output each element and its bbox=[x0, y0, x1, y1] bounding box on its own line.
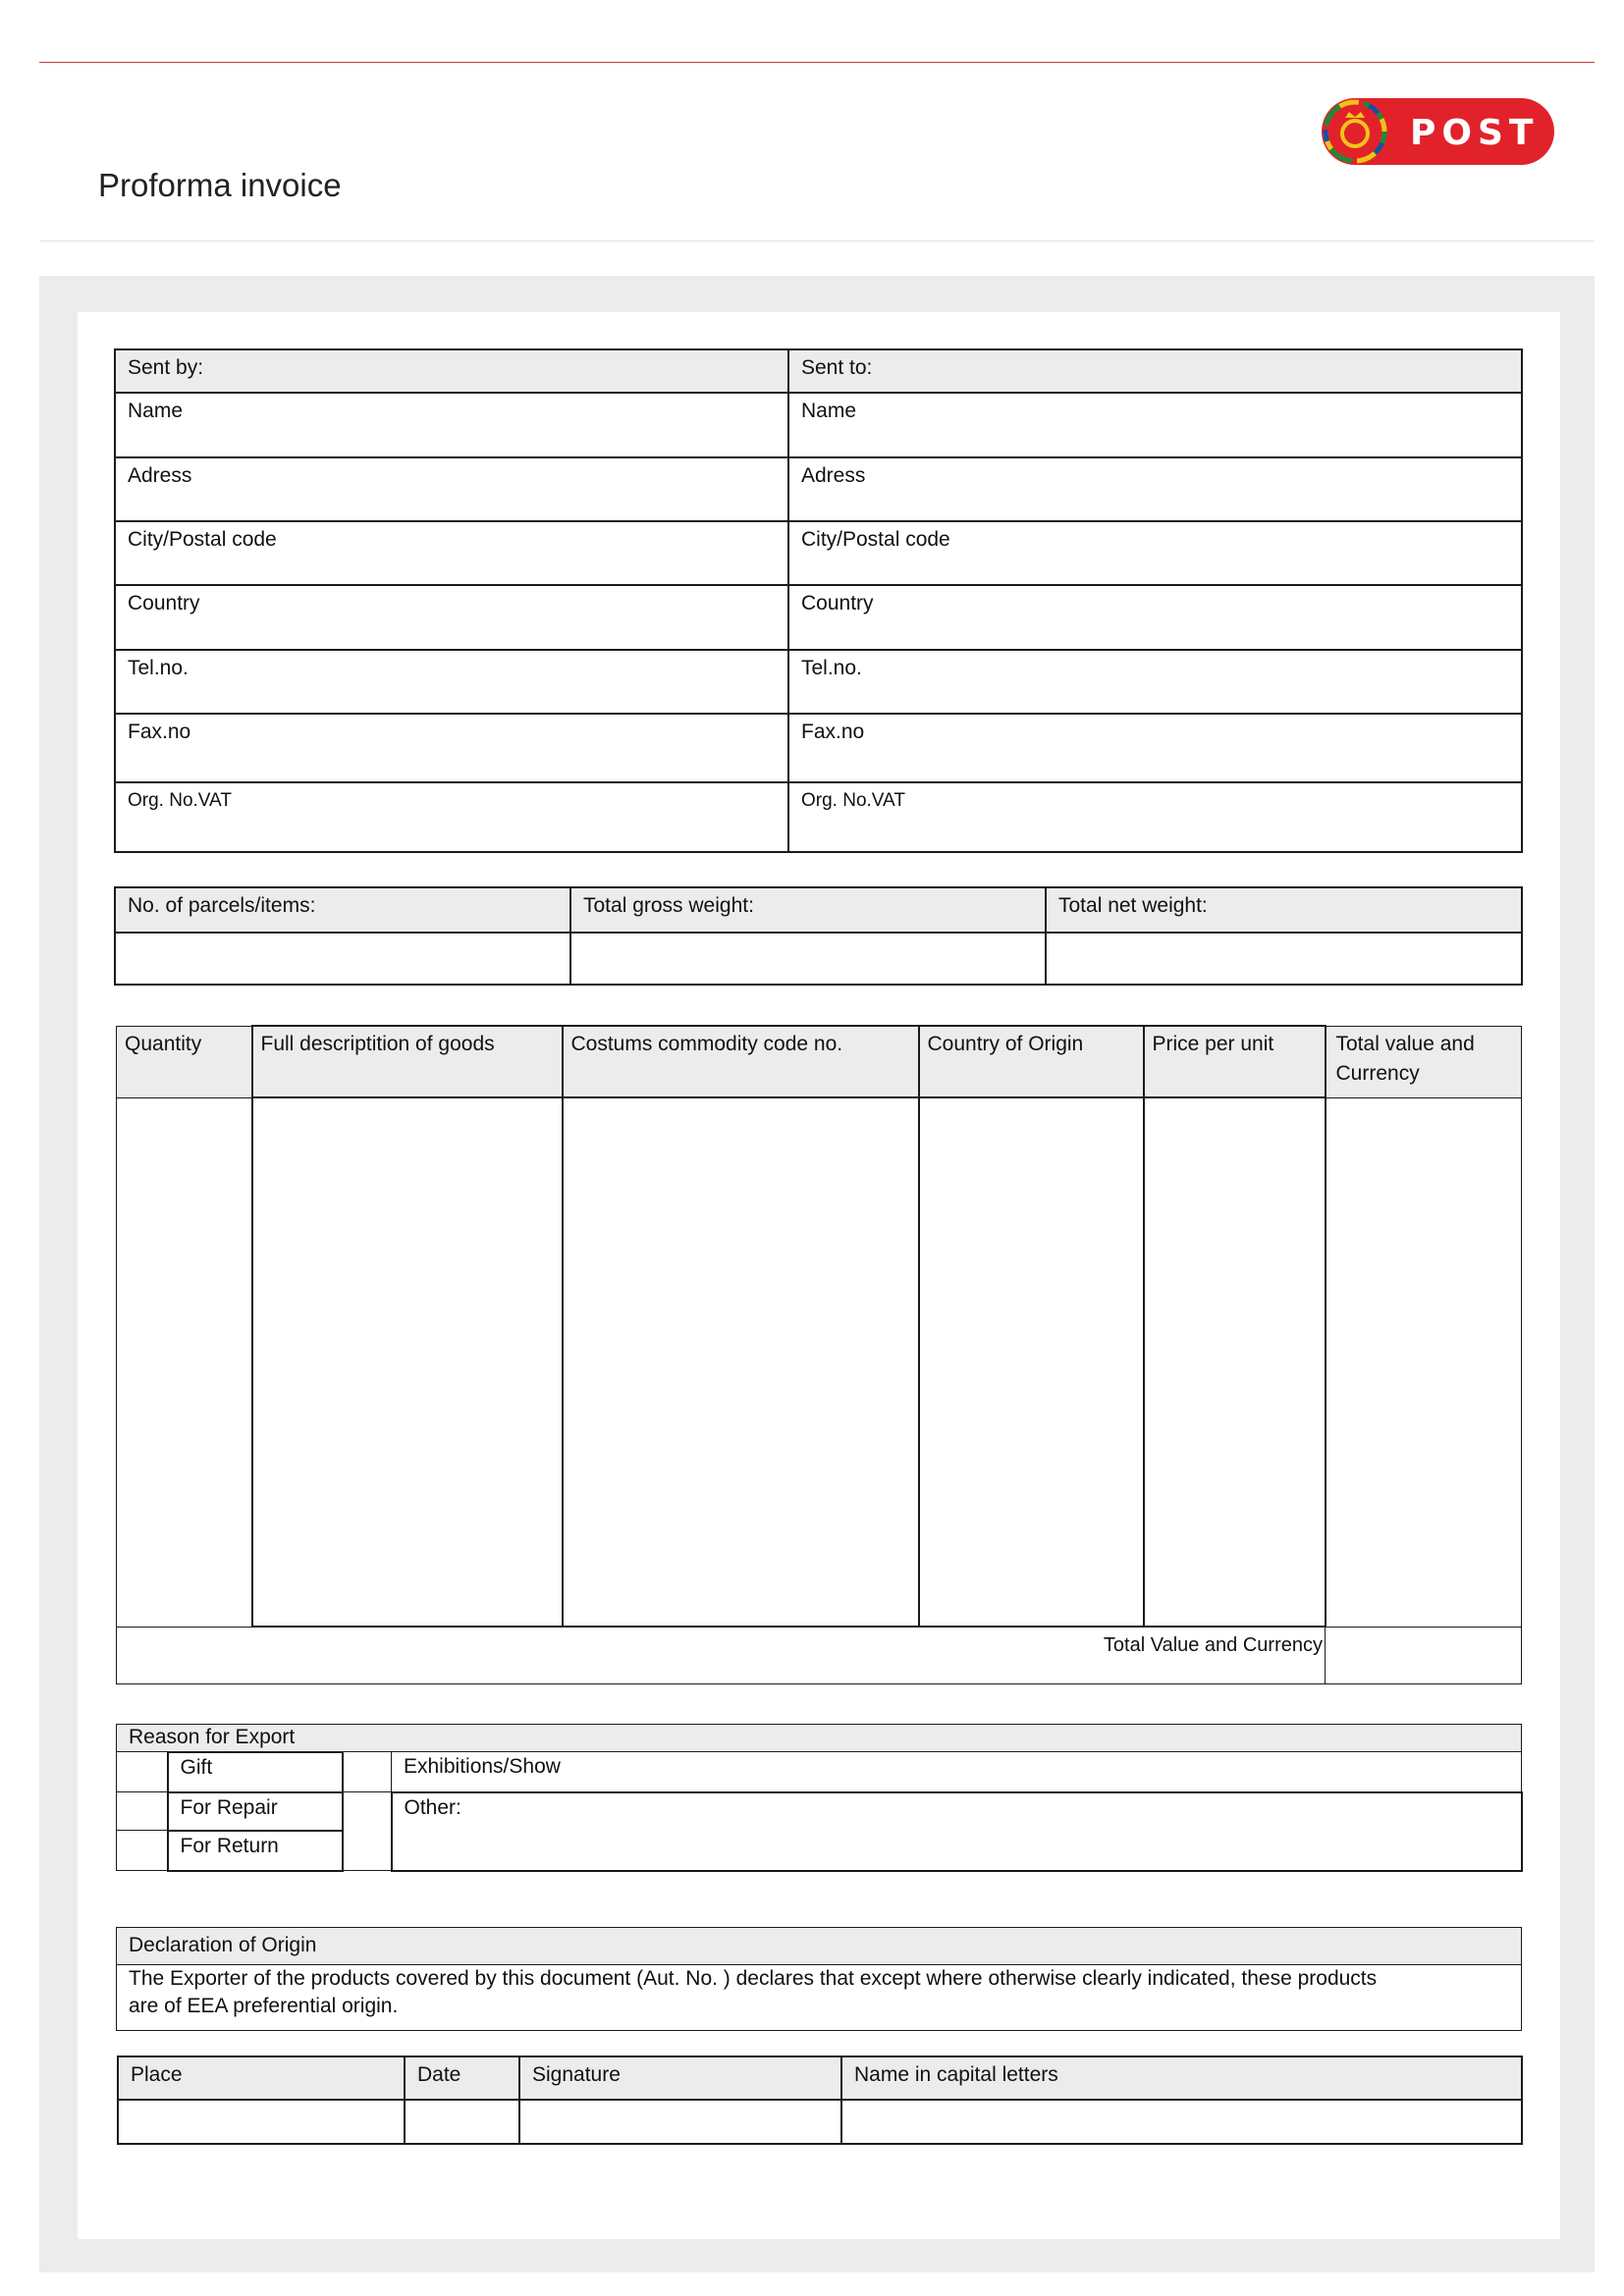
post-logo bbox=[1322, 98, 1554, 165]
sender-city-field[interactable]: City/Postal code bbox=[115, 521, 788, 585]
commodity-code-cell[interactable] bbox=[563, 1097, 919, 1627]
total-value-cell[interactable] bbox=[1326, 1097, 1522, 1627]
gross-weight-label: Total gross weight: bbox=[570, 887, 1046, 933]
place-field[interactable] bbox=[118, 2100, 405, 2144]
receiver-city-field[interactable]: City/Postal code bbox=[788, 521, 1522, 585]
sender-country-field[interactable]: Country bbox=[115, 585, 788, 650]
gift-checkbox[interactable] bbox=[117, 1752, 168, 1792]
page-title: Proforma invoice bbox=[98, 167, 342, 203]
col-description: Full descriptition of goods bbox=[252, 1026, 563, 1097]
col-price-unit: Price per unit bbox=[1144, 1026, 1326, 1097]
return-checkbox[interactable] bbox=[117, 1831, 168, 1871]
date-label: Date bbox=[405, 2056, 519, 2100]
name-capitals-label: Name in capital letters bbox=[841, 2056, 1522, 2100]
goods-table bbox=[116, 1025, 1522, 1684]
repair-label: For Repair bbox=[168, 1792, 343, 1831]
declaration-title: Declaration of Origin bbox=[117, 1928, 1522, 1965]
col-country-origin: Country of Origin bbox=[919, 1026, 1144, 1097]
quantity-cell[interactable] bbox=[117, 1097, 252, 1627]
declaration-text: The Exporter of the products covered by this document (Aut. No. ) declares that except where otherwise clearly indicated, these products are of EEA preferential origin. bbox=[117, 1965, 1522, 2031]
total-value-field[interactable] bbox=[1326, 1627, 1522, 1683]
receiver-name-field[interactable]: Name bbox=[788, 393, 1522, 457]
country-origin-cell[interactable] bbox=[919, 1097, 1144, 1627]
export-reason-title: Reason for Export bbox=[117, 1725, 1522, 1752]
parcels-field[interactable] bbox=[115, 933, 570, 985]
export-reason-table bbox=[116, 1724, 1523, 1872]
other-field[interactable]: Other: bbox=[392, 1792, 1522, 1871]
header-divider bbox=[39, 240, 1595, 241]
date-field[interactable] bbox=[405, 2100, 519, 2144]
repair-checkbox[interactable] bbox=[117, 1792, 168, 1831]
receiver-tel-field[interactable]: Tel.no. bbox=[788, 650, 1522, 714]
place-label: Place bbox=[118, 2056, 405, 2100]
logo-text: POST bbox=[1410, 113, 1540, 153]
exhibitions-label: Exhibitions/Show bbox=[392, 1752, 1522, 1792]
receiver-address-field[interactable]: Adress bbox=[788, 457, 1522, 521]
receiver-country-field[interactable]: Country bbox=[788, 585, 1522, 650]
weights-table bbox=[114, 886, 1523, 986]
sender-name-field[interactable]: Name bbox=[115, 393, 788, 457]
net-weight-field[interactable] bbox=[1046, 933, 1522, 985]
address-table bbox=[114, 348, 1523, 853]
declaration-table bbox=[116, 1927, 1522, 2031]
receiver-vat-field[interactable]: Org. No.VAT bbox=[788, 782, 1522, 852]
col-total-value: Total value and Currency bbox=[1326, 1026, 1522, 1097]
gift-label: Gift bbox=[168, 1752, 343, 1792]
signature-label: Signature bbox=[519, 2056, 841, 2100]
net-weight-label: Total net weight: bbox=[1046, 887, 1522, 933]
other-checkbox[interactable] bbox=[343, 1792, 392, 1871]
signature-field[interactable] bbox=[519, 2100, 841, 2144]
signoff-table bbox=[117, 2056, 1523, 2145]
sender-address-field[interactable]: Adress bbox=[115, 457, 788, 521]
sender-fax-field[interactable]: Fax.no bbox=[115, 714, 788, 782]
name-capitals-field[interactable] bbox=[841, 2100, 1522, 2144]
receiver-fax-field[interactable]: Fax.no bbox=[788, 714, 1522, 782]
sender-tel-field[interactable]: Tel.no. bbox=[115, 650, 788, 714]
return-label: For Return bbox=[168, 1831, 343, 1871]
total-value-label: Total Value and Currency bbox=[117, 1627, 1326, 1683]
parcels-label: No. of parcels/items: bbox=[115, 887, 570, 933]
col-commodity-code: Costums commodity code no. bbox=[563, 1026, 919, 1097]
sender-vat-field[interactable]: Org. No.VAT bbox=[115, 782, 788, 852]
col-quantity: Quantity bbox=[117, 1026, 252, 1097]
description-cell[interactable] bbox=[252, 1097, 563, 1627]
gross-weight-field[interactable] bbox=[570, 933, 1046, 985]
sent-to-label: Sent to: bbox=[788, 349, 1522, 393]
sent-by-label: Sent by: bbox=[115, 349, 788, 393]
price-unit-cell[interactable] bbox=[1144, 1097, 1326, 1627]
exhibitions-checkbox[interactable] bbox=[343, 1752, 392, 1792]
top-divider bbox=[39, 62, 1595, 63]
